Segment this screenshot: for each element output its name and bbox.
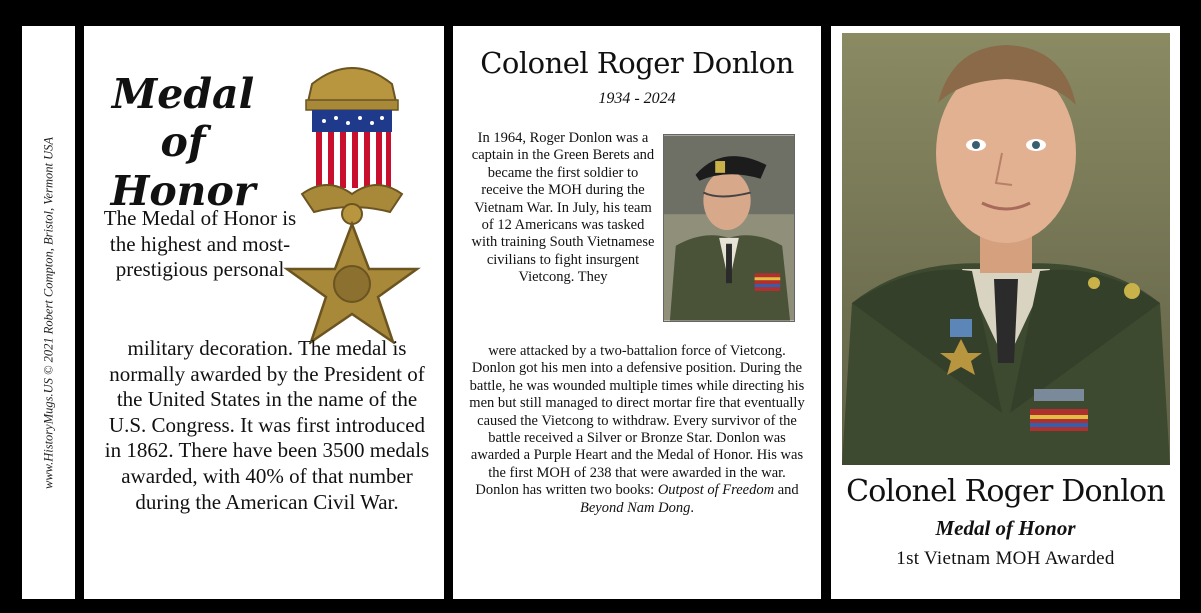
biography-card: [453, 26, 821, 599]
medal-star: [287, 224, 417, 342]
bio-name-heading: Colonel Roger Donlon: [480, 46, 794, 80]
medal-ribbon: [312, 110, 392, 188]
medal-eagle-clasp: [302, 185, 402, 224]
medal-top-bar: [306, 68, 398, 110]
medal-title-line-1: Medal of: [111, 70, 255, 167]
bio-life-dates: 1934 - 2024: [598, 90, 676, 107]
bio-text-main: were attacked by a two-battalion force of Vietcong. Donlon got his men into a defensive position. During the battle, he was wounded multiple times while directing his men but still managed to direct mortar fire that eventually caused the Vietcong to withdraw. Every survivor of the battle received a Silver or Bronze Star. Donlon was awarded a Purple Heart and the Medal of Honor. His was the first MOH of 238 that were awarded in the war. Donlon has written two books:: [469, 343, 805, 499]
copyright-credit: www.HistoryMugs.US © 2021 Robert Compton, Bristol, Vermont USA: [41, 136, 55, 489]
bio-text-end: .: [690, 499, 694, 516]
portrait-card: [831, 26, 1180, 599]
bio-text-and: and: [774, 482, 799, 499]
book-title-nam-dong: Beyond Nam Dong: [580, 499, 691, 516]
medal-description-bottom: military decoration. The medal is normally awarded by the President of the United States in the name of the U.S. Congress. It was first introduced in 1862. There have been 3500 medals awarded, with 40% of that number during the American Civil War.: [104, 336, 430, 514]
medal-card-title: [98, 70, 268, 215]
bio-text-bottom: [465, 343, 809, 517]
portrait-name: Colonel Roger Donlon: [846, 474, 1165, 509]
donlon-portrait-image: [842, 33, 1170, 465]
book-title-outpost: Outpost of Freedom: [657, 482, 775, 499]
medal-of-honor-image: [272, 44, 432, 344]
donlon-older-photo: [663, 134, 795, 322]
medal-of-honor-card: [84, 26, 444, 599]
medal-description-top: The Medal of Honor is the highest and most-prestigious personal: [103, 206, 297, 282]
medal-title-line-2: Honor: [110, 166, 256, 215]
credit-strip: [22, 26, 75, 599]
portrait-award: Medal of Honor: [935, 516, 1076, 540]
portrait-caption: 1st Vietnam MOH Awarded: [896, 548, 1115, 569]
bio-text-top: In 1964, Roger Donlon was a captain in the Green Berets and became the first soldier to receive the MOH during the Vietnam War. In July, his team of 12 Americans was tasked with training South Vietnamese civilians to fight insurgent Vietcong. They: [471, 130, 655, 286]
